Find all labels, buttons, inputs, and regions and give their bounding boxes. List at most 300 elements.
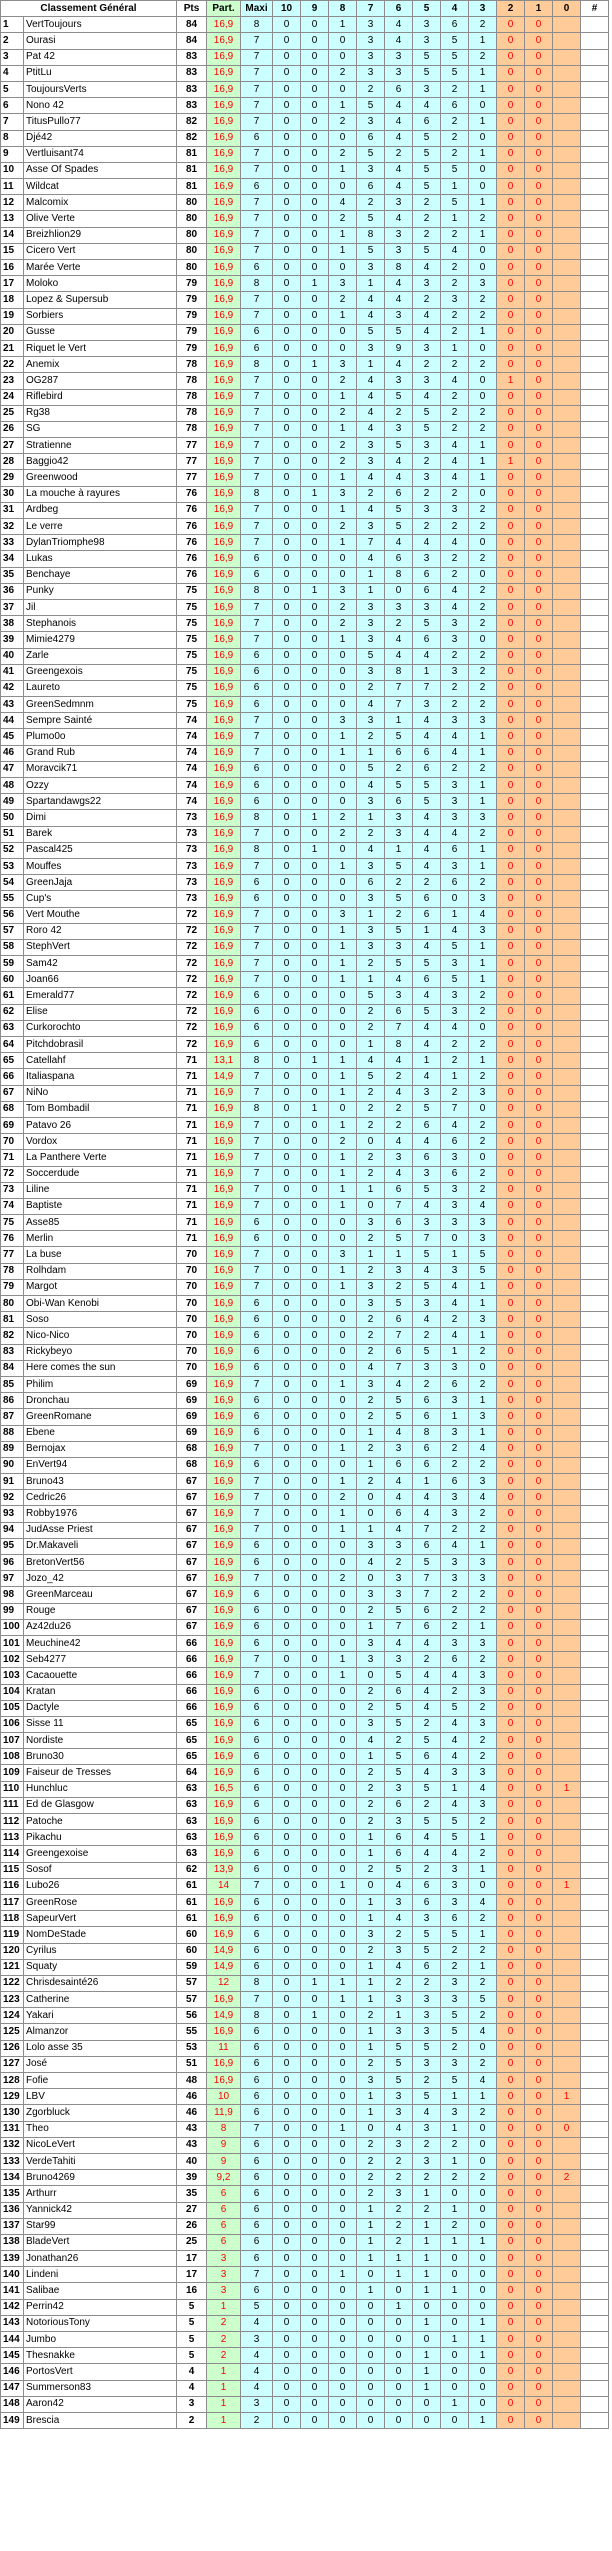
count-8-cell: 0 (329, 1409, 357, 1425)
count-10-cell: 0 (273, 2251, 301, 2267)
count-10-cell: 0 (273, 1959, 301, 1975)
count-3-cell: 0 (469, 340, 497, 356)
player-name: PtitLu (24, 65, 177, 81)
rank-cell: 48 (1, 778, 24, 794)
table-row (1, 81, 609, 97)
count-4-cell: 1 (441, 1069, 469, 1085)
table-row (1, 1279, 609, 1295)
count-0-cell (553, 1765, 581, 1781)
table-row (1, 535, 609, 551)
maxi-cell: 2 (241, 2412, 273, 2428)
count-5-cell: 4 (413, 535, 441, 551)
count-5-cell: 0 (413, 2412, 441, 2428)
count-5-cell: 5 (413, 1101, 441, 1117)
count-2-cell: 0 (497, 2040, 525, 2056)
player-name: Lolo asse 35 (24, 2040, 177, 2056)
maxi-cell: 7 (241, 454, 273, 470)
count-5-cell: 6 (413, 1959, 441, 1975)
points-cell: 17 (177, 2267, 207, 2283)
hash-cell (581, 1344, 609, 1360)
count-0-cell (553, 1700, 581, 1716)
count-1-cell: 0 (525, 2186, 553, 2202)
points-cell: 5 (177, 2348, 207, 2364)
count-2-cell: 0 (497, 1312, 525, 1328)
count-6-cell: 4 (385, 1490, 413, 1506)
hash-cell (581, 324, 609, 340)
count-2-cell: 0 (497, 1117, 525, 1133)
rank-cell: 74 (1, 1198, 24, 1214)
table-row (1, 713, 609, 729)
count-1-cell: 0 (525, 2251, 553, 2267)
rank-cell: 139 (1, 2251, 24, 2267)
count-7-cell: 1 (357, 2283, 385, 2299)
count-1-cell: 0 (525, 1344, 553, 1360)
table-row (1, 1603, 609, 1619)
count-6-cell: 4 (385, 33, 413, 49)
rank-cell: 40 (1, 648, 24, 664)
count-7-cell: 3 (357, 1635, 385, 1651)
count-1-cell: 0 (525, 1166, 553, 1182)
participation-cell: 16,9 (207, 114, 241, 130)
rank-cell: 47 (1, 761, 24, 777)
count-2-cell: 0 (497, 1344, 525, 1360)
count-0-cell (553, 373, 581, 389)
count-4-cell: 3 (441, 2056, 469, 2072)
count-6-cell: 4 (385, 357, 413, 373)
count-2-cell: 0 (497, 1700, 525, 1716)
count-3-cell: 0 (469, 1020, 497, 1036)
count-4-cell: 3 (441, 664, 469, 680)
count-8-cell: 1 (329, 535, 357, 551)
maxi-cell: 7 (241, 81, 273, 97)
count-0-cell (553, 1684, 581, 1700)
maxi-cell: 6 (241, 1425, 273, 1441)
count-8-cell: 1 (329, 923, 357, 939)
rank-cell: 30 (1, 486, 24, 502)
count-3-cell: 0 (469, 2267, 497, 2283)
count-4-cell: 3 (441, 1263, 469, 1279)
points-cell: 75 (177, 664, 207, 680)
participation-cell: 16,9 (207, 65, 241, 81)
count-6-cell: 3 (385, 243, 413, 259)
count-5-cell: 5 (413, 1344, 441, 1360)
maxi-cell: 7 (241, 65, 273, 81)
count-8-cell: 2 (329, 1134, 357, 1150)
participation-cell: 16,9 (207, 956, 241, 972)
count-5-cell: 2 (413, 2137, 441, 2153)
count-6-cell: 4 (385, 1085, 413, 1101)
points-cell: 75 (177, 616, 207, 632)
count-0-cell (553, 1830, 581, 1846)
participation-cell: 16,9 (207, 1619, 241, 1635)
count-8-cell: 0 (329, 648, 357, 664)
count-5-cell: 4 (413, 1700, 441, 1716)
participation-cell: 16,9 (207, 729, 241, 745)
count-7-cell: 1 (357, 907, 385, 923)
rank-cell: 122 (1, 1975, 24, 1991)
count-9-cell: 0 (301, 1457, 329, 1473)
count-2-cell: 0 (497, 146, 525, 162)
count-1-cell: 0 (525, 33, 553, 49)
count-6-cell: 1 (385, 842, 413, 858)
count-10-cell: 0 (273, 1619, 301, 1635)
maxi-cell: 6 (241, 2073, 273, 2089)
count-5-cell: 1 (413, 1474, 441, 1490)
count-7-cell: 2 (357, 1781, 385, 1797)
count-5-cell: 2 (413, 211, 441, 227)
count-10-cell: 0 (273, 551, 301, 567)
rank-cell: 36 (1, 583, 24, 599)
points-cell: 74 (177, 713, 207, 729)
player-name: ToujoursVerts (24, 81, 177, 97)
count-7-cell: 4 (357, 421, 385, 437)
count-1-cell: 0 (525, 17, 553, 33)
count-1-cell: 0 (525, 1150, 553, 1166)
count-3-cell: 5 (469, 1247, 497, 1263)
count-7-cell: 1 (357, 1247, 385, 1263)
count-4-cell: 3 (441, 810, 469, 826)
player-name: Jozo_42 (24, 1571, 177, 1587)
count-10-cell: 0 (273, 2153, 301, 2169)
count-3-cell: 3 (469, 1231, 497, 1247)
count-7-cell: 1 (357, 810, 385, 826)
count-10-cell: 0 (273, 438, 301, 454)
count-10-cell: 0 (273, 114, 301, 130)
count-7-cell: 2 (357, 1943, 385, 1959)
count-5-cell: 5 (413, 1943, 441, 1959)
participation-cell: 16,9 (207, 1490, 241, 1506)
count-0-cell (553, 956, 581, 972)
count-0-cell (553, 1457, 581, 1473)
count-9-cell: 0 (301, 1247, 329, 1263)
rank-cell: 63 (1, 1020, 24, 1036)
count-5-cell: 5 (413, 65, 441, 81)
count-3-cell: 0 (469, 2364, 497, 2380)
count-8-cell: 0 (329, 1328, 357, 1344)
count-7-cell: 1 (357, 2218, 385, 2234)
player-name: Kratan (24, 1684, 177, 1700)
count-4-cell: 3 (441, 1862, 469, 1878)
participation-cell: 1 (207, 2364, 241, 2380)
count-9-cell: 0 (301, 1263, 329, 1279)
count-7-cell: 5 (357, 243, 385, 259)
count-7-cell: 3 (357, 713, 385, 729)
count-3-cell: 1 (469, 1279, 497, 1295)
count-1-cell: 0 (525, 2218, 553, 2234)
count-0-cell (553, 405, 581, 421)
table-row (1, 49, 609, 65)
count-4-cell: 6 (441, 1474, 469, 1490)
count-10-cell: 0 (273, 1797, 301, 1813)
table-row (1, 2332, 609, 2348)
count-6-cell: 2 (385, 1555, 413, 1571)
count-3-cell: 3 (469, 1797, 497, 1813)
rank-cell: 93 (1, 1506, 24, 1522)
points-cell: 75 (177, 583, 207, 599)
count-8-cell: 2 (329, 616, 357, 632)
count-2-cell: 0 (497, 1587, 525, 1603)
count-3-cell: 1 (469, 114, 497, 130)
participation-cell: 3 (207, 2283, 241, 2299)
count-7-cell: 2 (357, 1474, 385, 1490)
count-9-cell: 0 (301, 1215, 329, 1231)
rank-cell: 116 (1, 1878, 24, 1894)
count-4-cell: 1 (441, 340, 469, 356)
count-10-cell: 0 (273, 98, 301, 114)
rank-cell: 86 (1, 1393, 24, 1409)
maxi-cell: 7 (241, 1166, 273, 1182)
count-4-cell: 6 (441, 17, 469, 33)
table-row (1, 211, 609, 227)
count-1-cell: 0 (525, 826, 553, 842)
count-3-cell: 2 (469, 1457, 497, 1473)
count-2-cell: 0 (497, 1004, 525, 1020)
count-5-cell: 5 (413, 146, 441, 162)
rank-cell: 11 (1, 179, 24, 195)
count-10-cell: 0 (273, 1425, 301, 1441)
participation-cell: 16,9 (207, 1603, 241, 1619)
count-5-cell: 3 (413, 1215, 441, 1231)
points-cell: 5 (177, 2315, 207, 2331)
count-10-cell: 0 (273, 308, 301, 324)
header-row (1, 1, 609, 17)
count-2-cell: 0 (497, 486, 525, 502)
table-row (1, 1555, 609, 1571)
count-2-cell: 0 (497, 1538, 525, 1554)
count-10-cell: 0 (273, 1117, 301, 1133)
count-9-cell: 0 (301, 1878, 329, 1894)
count-8-cell: 1 (329, 1878, 357, 1894)
count-8-cell: 0 (329, 1894, 357, 1910)
count-6-cell: 0 (385, 2412, 413, 2428)
count-3-cell: 0 (469, 2283, 497, 2299)
count-9-cell: 0 (301, 1490, 329, 1506)
count-9-cell: 0 (301, 1619, 329, 1635)
maxi-cell: 3 (241, 2332, 273, 2348)
table-row (1, 1797, 609, 1813)
count-6-cell: 3 (385, 1571, 413, 1587)
points-cell: 75 (177, 599, 207, 615)
count-7-cell: 0 (357, 2299, 385, 2315)
count-4-cell: 5 (441, 1830, 469, 1846)
count-4-cell: 2 (441, 697, 469, 713)
hash-cell (581, 745, 609, 761)
count-4-cell: 2 (441, 680, 469, 696)
count-4-cell: 0 (441, 2315, 469, 2331)
hash-cell (581, 1522, 609, 1538)
count-4-cell: 2 (441, 276, 469, 292)
participation-cell: 16,9 (207, 1393, 241, 1409)
count-9-cell: 0 (301, 1296, 329, 1312)
participation-cell: 14 (207, 1878, 241, 1894)
rank-cell: 118 (1, 1911, 24, 1927)
count-10-cell: 0 (273, 33, 301, 49)
count-7-cell: 3 (357, 858, 385, 874)
count-1-cell: 0 (525, 1085, 553, 1101)
count-6-cell: 7 (385, 1619, 413, 1635)
rank-cell: 5 (1, 81, 24, 97)
count-0-cell (553, 1150, 581, 1166)
count-10-cell: 0 (273, 599, 301, 615)
count-8-cell: 0 (329, 81, 357, 97)
count-3-cell: 2 (469, 551, 497, 567)
count-9-cell: 0 (301, 2024, 329, 2040)
count-6-cell: 3 (385, 810, 413, 826)
player-name: Arthurr (24, 2186, 177, 2202)
count-2-cell: 0 (497, 810, 525, 826)
player-name: Mouffes (24, 858, 177, 874)
count-7-cell: 0 (357, 2121, 385, 2137)
points-cell: 16 (177, 2283, 207, 2299)
count-5-cell: 1 (413, 2315, 441, 2331)
table-row (1, 146, 609, 162)
points-cell: 55 (177, 2024, 207, 2040)
rank-cell: 95 (1, 1538, 24, 1554)
rank-cell: 127 (1, 2056, 24, 2072)
count-7-cell: 4 (357, 292, 385, 308)
count-10-cell: 0 (273, 324, 301, 340)
rank-cell: 130 (1, 2105, 24, 2121)
points-cell: 80 (177, 211, 207, 227)
count-8-cell: 1 (329, 956, 357, 972)
count-3-cell: 1 (469, 1959, 497, 1975)
count-10-cell: 0 (273, 1198, 301, 1214)
count-1-cell: 0 (525, 972, 553, 988)
count-9-cell: 0 (301, 1150, 329, 1166)
table-row (1, 2380, 609, 2396)
count-3-cell: 4 (469, 1490, 497, 1506)
count-5-cell: 4 (413, 1635, 441, 1651)
count-6-cell: 4 (385, 1134, 413, 1150)
rank-cell: 72 (1, 1166, 24, 1182)
table-row (1, 842, 609, 858)
count-8-cell: 0 (329, 2137, 357, 2153)
count-8-cell: 1 (329, 1522, 357, 1538)
rank-cell: 18 (1, 292, 24, 308)
rank-cell: 19 (1, 308, 24, 324)
count-2-cell: 0 (497, 697, 525, 713)
count-10-cell: 0 (273, 1652, 301, 1668)
maxi-cell: 7 (241, 98, 273, 114)
count-2-cell: 0 (497, 33, 525, 49)
rank-cell: 119 (1, 1927, 24, 1943)
count-2-cell: 0 (497, 502, 525, 518)
table-row (1, 2105, 609, 2121)
count-9-cell: 0 (301, 1279, 329, 1295)
count-1-cell: 0 (525, 2040, 553, 2056)
count-3-cell: 2 (469, 2170, 497, 2186)
count-9-cell: 0 (301, 697, 329, 713)
count-0-cell (553, 1911, 581, 1927)
count-5-cell: 5 (413, 243, 441, 259)
count-7-cell: 2 (357, 1393, 385, 1409)
count-8-cell: 2 (329, 810, 357, 826)
count-9-cell: 0 (301, 2137, 329, 2153)
table-row (1, 1911, 609, 1927)
table-row (1, 761, 609, 777)
maxi-cell: 6 (241, 1360, 273, 1376)
count-5-cell: 4 (413, 1846, 441, 1862)
count-8-cell: 0 (329, 2218, 357, 2234)
hash-cell (581, 1668, 609, 1684)
count-1-cell: 0 (525, 1457, 553, 1473)
count-3-cell: 3 (469, 1312, 497, 1328)
count-7-cell: 3 (357, 162, 385, 178)
count-10-cell: 0 (273, 373, 301, 389)
count-10-cell: 0 (273, 470, 301, 486)
count-4-cell: 5 (441, 49, 469, 65)
count-3-cell: 2 (469, 1037, 497, 1053)
participation-cell: 16,9 (207, 1360, 241, 1376)
player-name: Hunchluc (24, 1781, 177, 1797)
count-3-cell: 2 (469, 664, 497, 680)
count-9-cell: 0 (301, 1037, 329, 1053)
count-8-cell: 0 (329, 340, 357, 356)
count-6-cell: 8 (385, 567, 413, 583)
count-6-cell: 4 (385, 1053, 413, 1069)
hash-cell (581, 98, 609, 114)
count-10-cell: 0 (273, 1555, 301, 1571)
count-7-cell: 1 (357, 2202, 385, 2218)
hash-cell (581, 988, 609, 1004)
count-0-cell (553, 130, 581, 146)
points-cell: 79 (177, 340, 207, 356)
hash-cell (581, 648, 609, 664)
count-0-cell (553, 1166, 581, 1182)
participation-cell: 16,9 (207, 389, 241, 405)
maxi-cell: 6 (241, 2170, 273, 2186)
count-8-cell: 0 (329, 680, 357, 696)
player-name: Vert Mouthe (24, 907, 177, 923)
rank-cell: 50 (1, 810, 24, 826)
player-name: Salibae (24, 2283, 177, 2299)
count-7-cell: 2 (357, 1700, 385, 1716)
count-1-cell: 0 (525, 454, 553, 470)
count-3-cell: 2 (469, 875, 497, 891)
rank-cell: 71 (1, 1150, 24, 1166)
table-row (1, 162, 609, 178)
count-5-cell: 5 (413, 130, 441, 146)
points-cell: 67 (177, 1538, 207, 1554)
count-4-cell: 4 (441, 1117, 469, 1133)
count-2-cell: 0 (497, 988, 525, 1004)
count-3-cell: 2 (469, 1749, 497, 1765)
table-row (1, 438, 609, 454)
count-5-cell: 3 (413, 276, 441, 292)
participation-cell: 16,9 (207, 1555, 241, 1571)
count-6-cell: 0 (385, 2332, 413, 2348)
count-8-cell: 0 (329, 842, 357, 858)
count-4-cell: 2 (441, 357, 469, 373)
count-9-cell: 0 (301, 680, 329, 696)
count-7-cell: 1 (357, 1830, 385, 1846)
count-10-cell: 0 (273, 1393, 301, 1409)
table-row (1, 2186, 609, 2202)
count-8-cell: 0 (329, 1749, 357, 1765)
count-0-cell (553, 1247, 581, 1263)
count-2-cell: 0 (497, 567, 525, 583)
maxi-cell: 7 (241, 1279, 273, 1295)
count-4-cell: 4 (441, 745, 469, 761)
count-9-cell: 0 (301, 907, 329, 923)
hash-cell (581, 1814, 609, 1830)
count-9-cell: 0 (301, 956, 329, 972)
count-7-cell: 1 (357, 745, 385, 761)
count-8-cell: 0 (329, 1911, 357, 1927)
count-0-cell (553, 1134, 581, 1150)
participation-cell: 16,9 (207, 664, 241, 680)
count-9-cell: 0 (301, 2186, 329, 2202)
